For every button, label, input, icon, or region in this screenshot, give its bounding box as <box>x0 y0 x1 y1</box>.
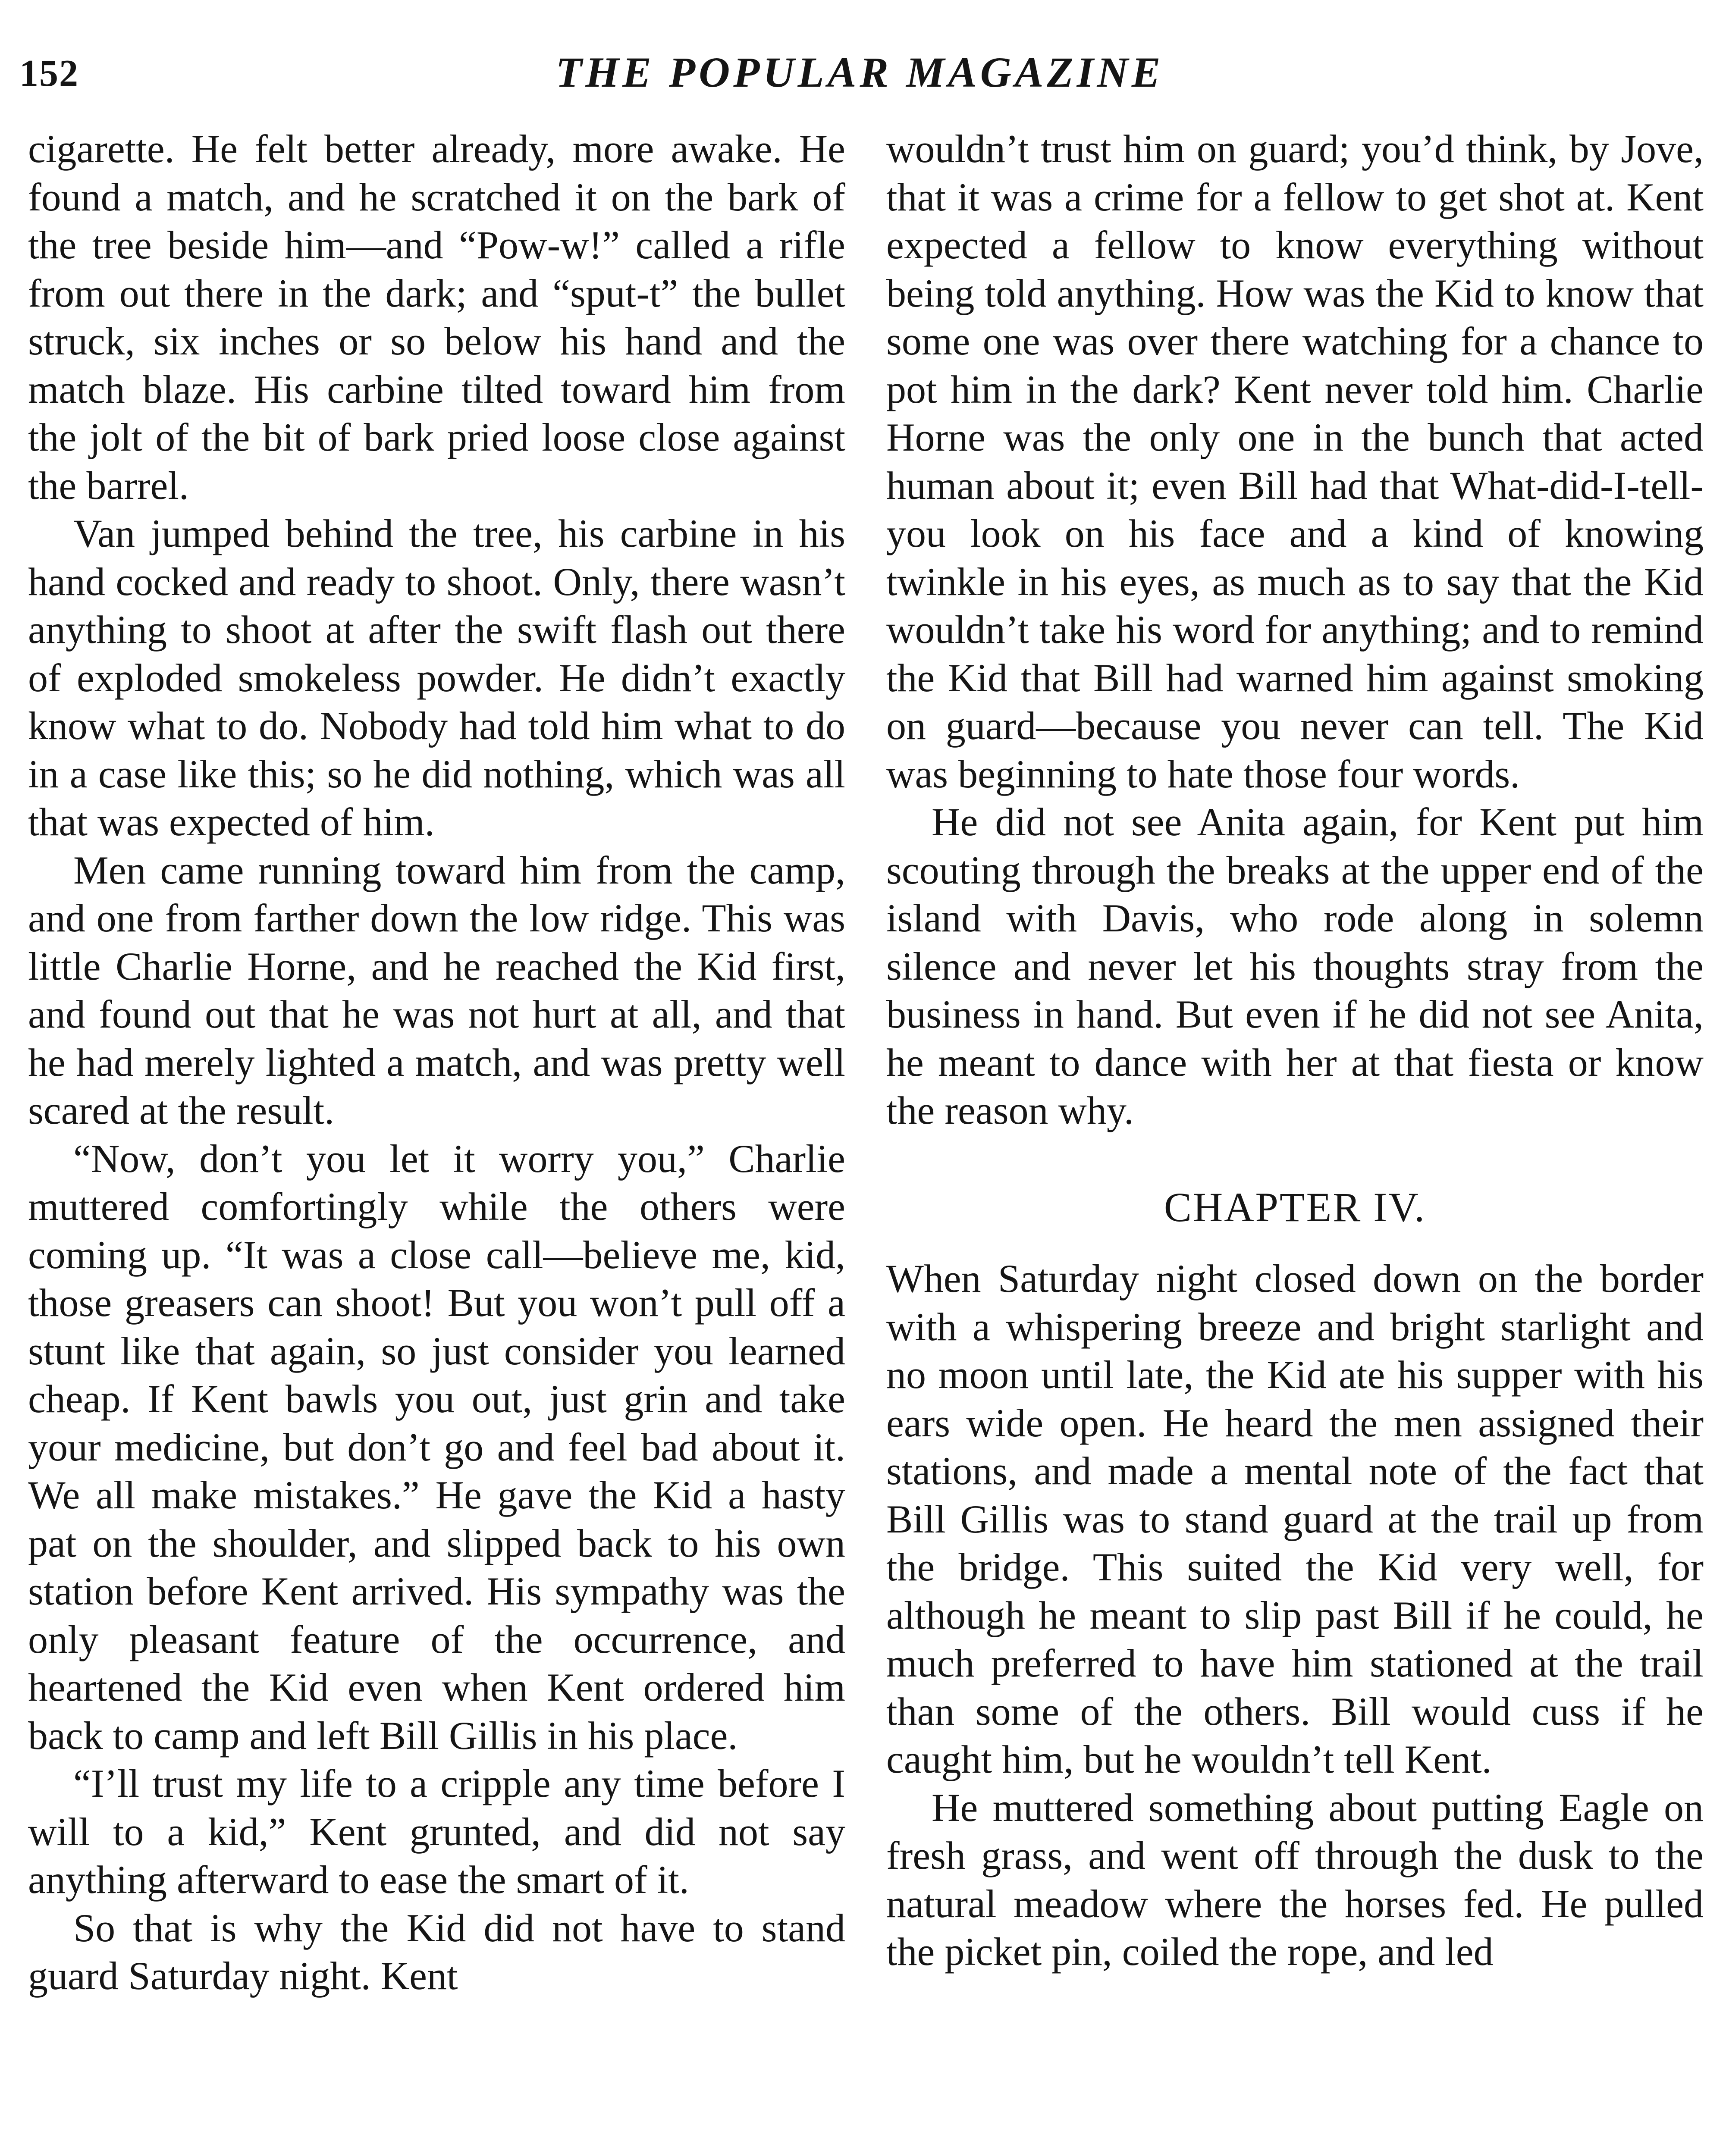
page-header <box>19 47 1700 103</box>
paragraph: wouldn’t trust him on guard; you’d think, by Jove, that it was a crime for a fellow to get shot at. Kent expected a fellow to know everything without being told anything. How was the Kid to know that some one was over there watching for a chance to pot him in the dark? Kent never told him. Charlie Horne was the only one in the bunch that acted human about it; even Bill had that What-did-I-tell-you look on his face and a kind of knowing twinkle in his eyes, as much as to say that the Kid wouldn’t take his word for anything; and to remind the Kid that Bill had warned him against smoking on guard—because you never can tell. The Kid was beginning to hate those four words. <box>886 127 1704 796</box>
paragraph: Van jumped behind the tree, his carbine in his hand cocked and ready to shoot. Only, there wasn’t anything to shoot at after the swift flash out there of exploded smokeless powder. He didn’t exactly know what to do. Nobody had told him what to do in a case like this; so he did nothing, which was all that was expected of him. <box>28 511 845 844</box>
chapter-heading: CHAPTER IV. <box>1164 1184 1426 1230</box>
paragraph: He did not see Anita again, for Kent put him scouting through the breaks at the upper end of the island with Davis, who rode along in solemn silence and never let his thoughts stray from the business in hand. But even if he did not see Anita, he meant to dance with her at that fiesta or know the reason why. <box>886 800 1704 1132</box>
paragraph: “I’ll trust my life to a cripple any time before I will to a kid,” Kent grunted, and did not say anything afterward to ease the smart of it. <box>28 1761 845 1902</box>
page-number: 152 <box>19 53 79 94</box>
running-title: THE POPULAR MAGAZINE <box>555 48 1164 96</box>
paragraph: When Saturday night closed down on the border with a whispering breeze and bright starlight and no moon until late, the Kid ate his supper with his ears wide open. He heard the men assigned their stations, and made a mental note of the fact that Bill Gillis was to stand guard at the trail up from the bridge. This suited the Kid very well, for although he meant to slip past Bill if he could, he much preferred to have him stationed at the trail than some of the others. Bill would cuss if he caught him, but he wouldn’t tell Kent. <box>886 1257 1704 1781</box>
left-column <box>28 125 845 2156</box>
paragraph: He muttered something about putting Eagle on fresh grass, and went off through the dusk to the natural meadow where the horses fed. He pulled the picket pin, coiled the rope, and led <box>886 1785 1704 1974</box>
paragraph: “Now, don’t you let it worry you,” Charlie muttered comfortingly while the others were coming up. “It was a close call—believe me, kid, those greasers can shoot! But you won’t pull off a stunt like that again, so just consider you learned cheap. If Kent bawls you out, just grin and take your medicine, but don’t go and feel bad about it. We all make mistakes.” He gave the Kid a hasty pat on the shoulder, and slipped back to his own station before Kent arrived. His sympathy was the only pleasant feature of the occurrence, and heartened the Kid even when Kent ordered him back to camp and left Bill Gillis in his place. <box>28 1136 845 1758</box>
right-column <box>886 125 1704 2156</box>
paragraph: Men came running toward him from the camp, and one from farther down the low ridge. This was little Charlie Horne, and he reached the Kid first, and found out that he was not hurt at all, and that he had merely lighted a match, and was pretty well scared at the result. <box>28 848 845 1132</box>
paragraph: So that is why the Kid did not have to stand guard Saturday night. Kent <box>28 1905 845 1998</box>
paragraph: cigarette. He felt better already, more awake. He found a match, and he scratched it on the bark of the tree beside him—and “Pow-w!” called a rifle from out there in the dark; and “sput-t” the bullet struck, six inches or so below his hand and the match blaze. His carbine tilted toward him from the jolt of the bit of bark pried loose close against the barrel. <box>28 127 845 508</box>
